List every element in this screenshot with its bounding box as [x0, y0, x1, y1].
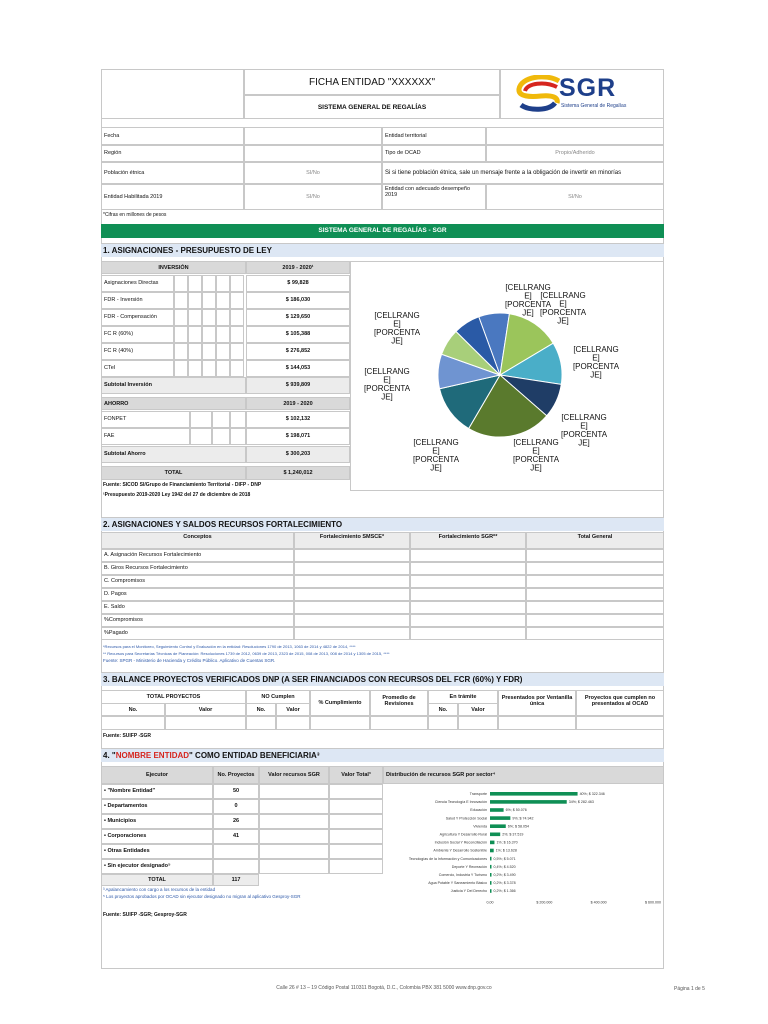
s2-row-cell [410, 549, 526, 562]
section-1-title: 1. ASIGNACIONES - PRESUPUESTO DE LEY [101, 243, 664, 257]
bar-value-label: 6%; $ 50.076 [505, 808, 527, 813]
tipo-ocad-label: Tipo de OCAD [382, 145, 486, 162]
inv-row-blank [188, 275, 202, 292]
s3-row-cell [246, 716, 276, 730]
section-3-title: 3. BALANCE PROYECTOS VERIFICADOS DNP (A SER FINANCIADOS CON RECURSOS DEL FCR (60%) Y FDR) [101, 672, 664, 686]
footer-address: Calle 26 # 13 – 19 Código Postal 110311 Bogotá, D.C., Colombia PBX 381 5000 www.dnp.gov.co [276, 985, 492, 991]
s3-row-cell [101, 716, 165, 730]
s4-row-cell [329, 829, 383, 844]
bar [490, 800, 567, 804]
s2-row-cell [410, 614, 526, 627]
s4-row-cell [259, 844, 329, 859]
no-cumplen-header: NO Cumplen [246, 690, 310, 703]
pie-label: [CELLRANG E] [PORCENTA JE] [412, 438, 460, 473]
total-proyectos-header: TOTAL PROYECTOS [101, 690, 246, 703]
pie-label: [CELLRANG E] [PORCENTA JE] [363, 367, 411, 402]
ahorro-row-label: FAE [101, 428, 190, 445]
total-value: $ 1,240,012 [246, 466, 350, 480]
s2-row-label: C. Compromisos [101, 575, 294, 588]
desempeno-label: Entidad con adecuado desempeño 2019 [382, 184, 486, 210]
s2-row-cell [410, 627, 526, 640]
bar-xtick: $ 600.000 [645, 900, 661, 905]
ejecutor-header: Ejecutor [101, 766, 213, 784]
inversion-header: INVERSIÓN [101, 261, 246, 274]
bar-category-label: Agua Potable Y Saneamiento Básico [428, 881, 487, 886]
bar-value-label: 40%; $ 322.346 [579, 792, 605, 796]
bar-value-label: 1%; $ 16.370 [496, 840, 518, 845]
s2-header: Conceptos [101, 532, 294, 549]
inv-row-label: FDR - Inversión [101, 292, 174, 309]
inv-row-blank [202, 275, 216, 292]
bar-category-label: Comercio, Industria Y Turismo [438, 873, 487, 877]
ahorro-period: 2019 - 2020 [246, 397, 350, 410]
s4-row-label: • Departamentos [101, 799, 213, 814]
bar [490, 889, 492, 893]
inv-row-value: $ 129,650 [246, 309, 350, 326]
cumplimiento-header: % Cumplimiento [310, 690, 370, 716]
bar [490, 881, 492, 885]
section-4-title [101, 748, 664, 762]
pie-label: [CELLRANG E] [PORCENTA JE] [572, 345, 620, 380]
s4-row-count: 41 [213, 829, 259, 844]
poblacion-label: Población étnica [101, 162, 244, 184]
ahorro-row-blank [230, 411, 246, 428]
logo-box [500, 69, 664, 119]
ahorro-row-blank [190, 411, 212, 428]
inv-row-blank [174, 326, 188, 343]
s2-row-label: A. Asignación Recursos Fortalecimiento [101, 549, 294, 562]
tipo-ocad-value: Propio/Adherido [486, 145, 664, 162]
s4-total-label: TOTAL [101, 874, 213, 886]
s2-header: Fortalecimiento SGR** [410, 532, 526, 549]
inv-row-blank [174, 292, 188, 309]
s3-row-cell [276, 716, 310, 730]
s2-row-cell [526, 614, 664, 627]
s2-fuente: Fuente: SPGR - Ministerio de Hacienda y Crédito Público. Aplicativo de Cuentas SGR. [103, 658, 276, 663]
pie-label: [CELLRANG E] [PORCENTA JE] [539, 291, 587, 326]
section-2-title: 2. ASIGNACIONES Y SALDOS RECURSOS FORTALECIMIENTO [101, 517, 664, 531]
bar-value-label: 2%; $ 37.519 [502, 832, 524, 837]
bar-value-label: 0,4%; $ 4.520 [493, 864, 516, 869]
ahorro-row-blank [212, 428, 230, 445]
inv-row-blank [216, 326, 230, 343]
s3-row-cell [165, 716, 246, 730]
inv-row-blank [216, 309, 230, 326]
inv-row-blank [188, 309, 202, 326]
bar-category-label: Educación [470, 808, 487, 813]
inv-row-blank [188, 360, 202, 377]
inv-row-label: FDR - Compensación [101, 309, 174, 326]
s2-row-label: D. Pagos [101, 588, 294, 601]
desempeno-value: SI/No [486, 184, 664, 210]
bar-category-label: Ambiente Y Desarrollo Sostenible [433, 848, 487, 853]
pie-label: [CELLRANG E] [PORCENTA JE] [512, 438, 560, 473]
bar-value-label: 6%; $ 58.054 [507, 824, 529, 829]
s3-row-cell [310, 716, 370, 730]
bar-category-label: Inclusión Social Y Reconciliación [434, 840, 487, 845]
s4-title-pre: 4. " [103, 751, 116, 760]
ahorro-header: AHORRO [101, 397, 246, 410]
inv-row-value: $ 186,030 [246, 292, 350, 309]
subtotal-inversion-label: Subtotal Inversión [101, 377, 246, 394]
inv-row-blank [188, 343, 202, 360]
s2-note2: ** Recursos para Secretarías Técnicas de Planeación: Resoluciones 1739 de 2012, 0639 de 2013, 2323 de 2015, 008 de 2013, 008 de 2014 y 1305 de 2015, **** [103, 651, 390, 656]
ahorro-row-value: $ 198,071 [246, 428, 350, 445]
bar-value-label: 0,2%; $ 1.366 [493, 889, 516, 894]
inv-row-blank [202, 343, 216, 360]
header-title: FICHA ENTIDAD "XXXXXX" [244, 69, 500, 95]
tp-valor-header: Valor [165, 703, 246, 716]
inv-row-blank [216, 292, 230, 309]
pie-label: [CELLRANG E] [PORCENTA JE] [504, 283, 552, 318]
ahorro-row-blank [230, 428, 246, 445]
s2-row-cell [294, 614, 410, 627]
fecha-value [244, 127, 382, 145]
region-value [244, 145, 382, 162]
s4-row-count [213, 844, 259, 859]
inv-row-value: $ 99,828 [246, 275, 350, 292]
bar [490, 865, 492, 869]
s2-row-cell [526, 601, 664, 614]
s4-row-count: 0 [213, 799, 259, 814]
poblacion-value: SI/No [244, 162, 382, 184]
s2-row-cell [526, 562, 664, 575]
inv-row-blank [174, 343, 188, 360]
s2-row-cell [294, 601, 410, 614]
s4-title-post: " COMO ENTIDAD BENEFICIARIA³ [189, 751, 320, 760]
inv-row-label: Asignaciones Directas [101, 275, 174, 292]
page-number: Página 1 de 5 [674, 986, 705, 992]
s3-row-cell [370, 716, 428, 730]
total-label: TOTAL [101, 466, 246, 480]
s4-row-cell [329, 784, 383, 799]
s2-row-cell [294, 588, 410, 601]
bar-xtick: 0,00 [486, 900, 494, 905]
sgr-logo-icon [515, 75, 565, 115]
s2-header: Total General [526, 532, 664, 549]
promedio-header: Promedio de Revisiones [370, 690, 428, 716]
s4-note1: ³ Apalancamiento con cargo a los recursos de la entidad [103, 887, 216, 892]
sector-bar-chart [383, 786, 664, 906]
subtotal-ahorro-label: Subtotal Ahorro [101, 446, 246, 463]
bar-value-label: 9%; $ 74.942 [512, 816, 534, 821]
logo-subtext: Sistema General de Regalías [561, 103, 627, 109]
s4-row-cell [259, 784, 329, 799]
inv-row-label: FC R (40%) [101, 343, 174, 360]
pie-label: [CELLRANG E] [PORCENTA JE] [560, 413, 608, 448]
bar-value-label: 1%; $ 13.628 [495, 848, 517, 853]
pie-chart [351, 262, 665, 492]
valor-sgr-header: Valor recursos SGR [259, 766, 329, 784]
subtotal-inversion-value: $ 939,809 [246, 377, 350, 394]
inv-row-blank [230, 292, 244, 309]
s4-row-label: • Corporaciones [101, 829, 213, 844]
tp-no-header: No. [101, 703, 165, 716]
inv-row-blank [230, 309, 244, 326]
s4-row-cell [329, 814, 383, 829]
distribucion-header: Distribución de recursos SGR por sector⁴ [383, 766, 664, 784]
s2-row-cell [526, 549, 664, 562]
s4-row-cell [329, 844, 383, 859]
inv-row-blank [202, 360, 216, 377]
bar-xtick: $ 400.000 [590, 900, 607, 905]
s4-title-entity: NOMBRE ENTIDAD [115, 751, 190, 760]
ahorro-row-value: $ 102,132 [246, 411, 350, 428]
s2-row-label: %Pagado [101, 627, 294, 640]
bar-category-label: Agricultura Y Desarrollo Rural [439, 832, 487, 837]
s1-fuente: Fuente: SICOD SI/Grupo de Financiamiento Territorial - DIFP - DNP [103, 482, 262, 488]
bar [490, 849, 494, 853]
bar-value-label: 0,5%; $ 5.071 [493, 856, 516, 861]
inv-row-blank [230, 326, 244, 343]
entidad-territorial-value [486, 127, 664, 145]
entidad-territorial-label: Entidad territorial [382, 127, 486, 145]
s2-row-cell [526, 627, 664, 640]
bar [490, 857, 492, 861]
s2-row-cell [410, 601, 526, 614]
ocad-header: Proyectos que cumplen no presentados al OCAD [576, 690, 664, 716]
s3-row-cell [576, 716, 664, 730]
bar [490, 816, 510, 820]
logo-text: SGR [559, 74, 617, 102]
s2-row-cell [526, 575, 664, 588]
header-subtitle: SISTEMA GENERAL DE REGALÍAS [244, 95, 500, 119]
bar-category-label: Deporte Y Recreación [451, 864, 487, 869]
s4-fuente: Fuente: SUIFP -SGR; Gesproy-SGR [103, 912, 187, 918]
bar-category-label: Vivienda [473, 824, 487, 829]
entidad-habilitada-label: Entidad Habilitada 2019 [101, 184, 244, 210]
inv-row-value: $ 276,852 [246, 343, 350, 360]
inv-row-value: $ 144,053 [246, 360, 350, 377]
inv-row-value: $ 105,388 [246, 326, 350, 343]
s2-row-cell [294, 627, 410, 640]
bar [490, 792, 578, 796]
header-left-box [101, 69, 244, 119]
s2-row-cell [294, 549, 410, 562]
inv-row-blank [216, 343, 230, 360]
bar-value-label: 0,2%; $ 3.490 [493, 873, 516, 877]
s2-row-label: E. Saldo [101, 601, 294, 614]
inv-row-blank [202, 326, 216, 343]
s2-row-cell [410, 588, 526, 601]
s2-row-cell [410, 562, 526, 575]
bar-value-label: 34%; $ 282.463 [568, 800, 594, 805]
ahorro-row-label: FONPET [101, 411, 190, 428]
et-no-header: No. [428, 703, 458, 716]
inv-row-label: FC R (60%) [101, 326, 174, 343]
s2-row-cell [294, 575, 410, 588]
s4-row-cell [259, 829, 329, 844]
sgr-banner: SISTEMA GENERAL DE REGALÍAS - SGR [101, 224, 664, 238]
s4-row-cell [259, 859, 329, 874]
region-label: Región [101, 145, 244, 162]
inv-row-blank [202, 292, 216, 309]
inv-row-blank [174, 309, 188, 326]
s2-row-label: %Compromisos [101, 614, 294, 627]
inv-row-blank [216, 275, 230, 292]
bar-category-label: Salud Y Protección Social [445, 816, 487, 821]
nc-valor-header: Valor [276, 703, 310, 716]
s4-row-cell [259, 814, 329, 829]
bar-xtick: $ 200.000 [536, 900, 553, 905]
bar [490, 833, 500, 837]
s4-row-label: • "Nombre Entidad" [101, 784, 213, 799]
inversion-period: 2019 - 2020¹ [246, 261, 350, 274]
s2-row-cell [410, 575, 526, 588]
s4-row-count [213, 859, 259, 874]
valor-total-header: Valor Total³ [329, 766, 383, 784]
s3-row-cell [458, 716, 498, 730]
s2-header: Fortalecimiento SMSCE* [294, 532, 410, 549]
et-valor-header: Valor [458, 703, 498, 716]
s3-fuente: Fuente: SUIFP -SGR [103, 733, 151, 739]
s4-total-value: 117 [213, 874, 259, 886]
bar-category-label: Justicia Y Del Derecho [450, 889, 487, 894]
ahorro-row-blank [190, 428, 212, 445]
inv-row-blank [188, 292, 202, 309]
inv-row-blank [230, 343, 244, 360]
bar [490, 808, 504, 812]
bar-category-label: Tecnologías de la Información y Comunicaciones [408, 856, 487, 861]
s4-row-label: • Municipios [101, 814, 213, 829]
bar-category-label: Ciencia Tecnología E Innovación [434, 800, 487, 805]
pie-chart-box [350, 261, 664, 491]
ahorro-row-blank [212, 411, 230, 428]
s2-row-cell [294, 562, 410, 575]
s3-row-cell [428, 716, 458, 730]
inv-row-blank [230, 275, 244, 292]
subtotal-ahorro-value: $ 300,203 [246, 446, 350, 463]
bar [490, 841, 494, 845]
s4-row-count: 50 [213, 784, 259, 799]
pie-label: [CELLRANG E] [PORCENTA JE] [373, 311, 421, 346]
inv-row-blank [174, 275, 188, 292]
en-tramite-header: En trámite [428, 690, 498, 703]
inv-row-blank [216, 360, 230, 377]
fecha-label: Fecha [101, 127, 244, 145]
s2-row-cell [526, 588, 664, 601]
nota-etnica: Si si tiene población étnica, sale un mensaje frente a la obligación de invertir en minorías [382, 162, 664, 184]
s4-row-cell [329, 799, 383, 814]
s4-row-label: • Sin ejecutor designado⁵ [101, 859, 213, 874]
s3-row-cell [498, 716, 576, 730]
s4-row-label: • Otras Entidades [101, 844, 213, 859]
bar [490, 873, 492, 877]
s4-note2: ⁵ Los proyectos aprobados por OCAD sin ejecutor designado no migran al aplicativo Gesproy-SGR [103, 894, 301, 899]
inv-row-blank [188, 326, 202, 343]
ventanilla-header: Presentados por Ventanilla única [498, 690, 576, 716]
bar-value-label: 0,2%; $ 3.378 [493, 881, 516, 886]
cifras-note: *Cifras en millones de pesos [103, 212, 167, 218]
s4-row-cell [259, 799, 329, 814]
s4-row-cell [329, 859, 383, 874]
s2-row-label: B. Giros Recursos Fortalecimiento [101, 562, 294, 575]
bar [490, 824, 506, 828]
s2-note1: *Recursos para el Monitoreo, Seguimiento Control y Evaluación en la entidad: Resoluciones 1790 de 2013, 1063 de 2014 y 4822 de 2014, **** [103, 644, 356, 649]
inv-row-blank [230, 360, 244, 377]
s4-row-count: 26 [213, 814, 259, 829]
inv-row-label: CTeI [101, 360, 174, 377]
nc-no-header: No. [246, 703, 276, 716]
inv-row-blank [202, 309, 216, 326]
s1-nota: ¹Presupuesto 2019-2020 Ley 1942 del 27 de diciembre de 2018 [103, 492, 251, 498]
entidad-habilitada-value: SI/No [244, 184, 382, 210]
no-proyectos-header: No. Proyectos [213, 766, 259, 784]
inv-row-blank [174, 360, 188, 377]
bar-category-label: Transporte [469, 792, 487, 796]
